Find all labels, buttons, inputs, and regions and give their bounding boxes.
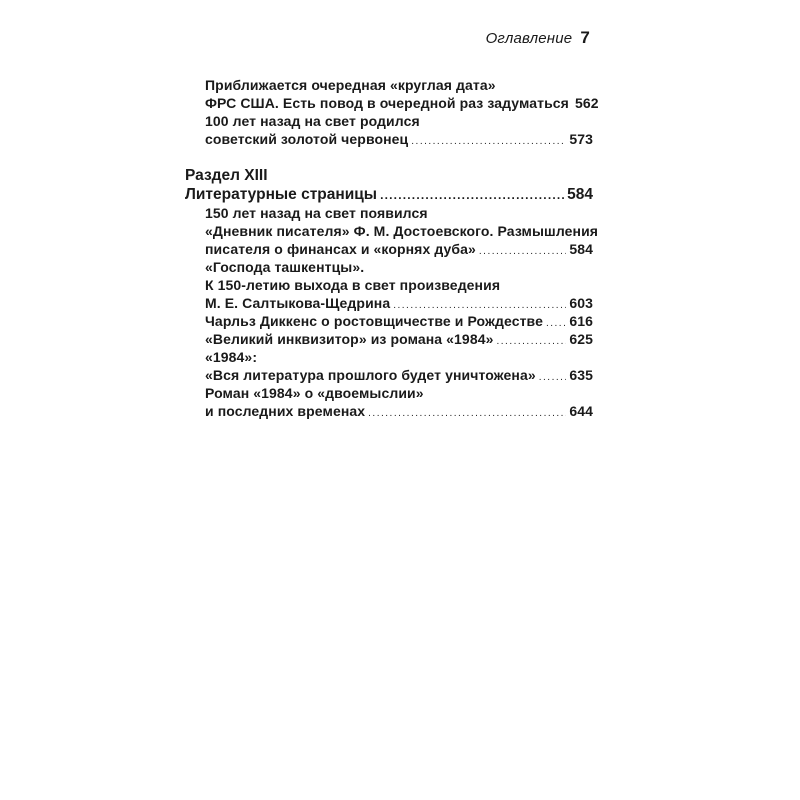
toc-entry (185, 76, 599, 112)
toc-entry-page-number: 625 (569, 331, 593, 347)
toc-entry (185, 384, 593, 420)
section-heading (185, 185, 593, 204)
toc-entry-line (185, 94, 599, 112)
toc-entries-section (185, 204, 599, 420)
toc-entry-line (185, 294, 593, 312)
toc-entry-text: «Вся литература прошлого будет уничтожена» (205, 367, 536, 383)
toc-entry (185, 258, 593, 312)
toc-entry-text: писателя о финансах и «корнях дуба» (205, 241, 476, 257)
running-head (486, 28, 590, 48)
page-number: 7 (580, 28, 590, 47)
section-page-number: 584 (567, 186, 593, 203)
toc-entry-text: «Великий инквизитор» из романа «1984» (205, 331, 494, 347)
section-title: Раздел XIII (185, 167, 268, 184)
dot-leader (479, 240, 566, 261)
toc-entry-line (185, 384, 593, 402)
toc-entry-line (185, 276, 593, 294)
toc-section (185, 166, 599, 420)
toc-entry-page-number: 635 (569, 367, 593, 383)
toc-entry (185, 204, 599, 258)
toc-entry-text: К 150-летию выхода в свет произведения (205, 277, 501, 293)
toc-entry-page-number: 644 (569, 403, 593, 419)
toc-entry-text: советский золотой червонец (205, 131, 409, 147)
toc-entry (185, 330, 593, 348)
toc-entry-page-number: 584 (569, 241, 593, 257)
toc-entry-line (185, 222, 599, 240)
toc-entry-text: «Дневник писателя» Ф. М. Достоевского. Размышления (205, 223, 599, 239)
toc-entry-text: «1984»: (205, 349, 258, 365)
running-head-title: Оглавление (485, 30, 573, 47)
toc-entry-page-number: 603 (569, 295, 593, 311)
toc-entry-text: 150 лет назад на свет появился (205, 205, 428, 221)
dot-leader (539, 366, 567, 387)
toc-entry-line (185, 240, 593, 258)
toc-entry (185, 312, 593, 330)
toc-entry-line (185, 76, 593, 94)
toc-entry-text: ФРС США. Есть повод в очередной раз задуматься (205, 95, 569, 111)
toc-entry-line (185, 112, 593, 130)
dot-leader (380, 185, 564, 205)
dot-leader (496, 330, 566, 351)
dot-leader (368, 402, 566, 423)
toc-entry-text: «Господа ташкентцы». (205, 259, 365, 275)
toc-entry-text: Роман «1984» о «двоемыслии» (205, 385, 424, 401)
toc-entry-text: и последних временах (205, 403, 366, 419)
toc-entry-line (185, 130, 593, 148)
toc-entry-text: Приближается очередная «круглая дата» (205, 77, 496, 93)
toc-entry (185, 348, 593, 384)
toc-entry-text: М. Е. Салтыкова-Щедрина (205, 295, 391, 311)
dot-leader (411, 130, 566, 151)
toc-entry (185, 112, 593, 148)
toc-entry-text: Чарльз Диккенс о ростовщичестве и Рождестве (205, 313, 543, 329)
section-heading-text: Литературные страницы (185, 186, 378, 203)
toc-entry-line (185, 312, 593, 330)
toc-entry-text: 100 лет назад на свет родился (205, 113, 420, 129)
toc-entry-page-number: 573 (569, 131, 593, 147)
toc-entries-top (185, 76, 599, 148)
table-of-contents (185, 76, 599, 420)
toc-entry-line (185, 330, 593, 348)
toc-entry-page-number: 616 (569, 313, 593, 329)
toc-entry-line (185, 402, 593, 420)
toc-entry-line (185, 204, 593, 222)
toc-entry-line (185, 366, 593, 384)
toc-entry-page-number: 562 (574, 95, 599, 111)
